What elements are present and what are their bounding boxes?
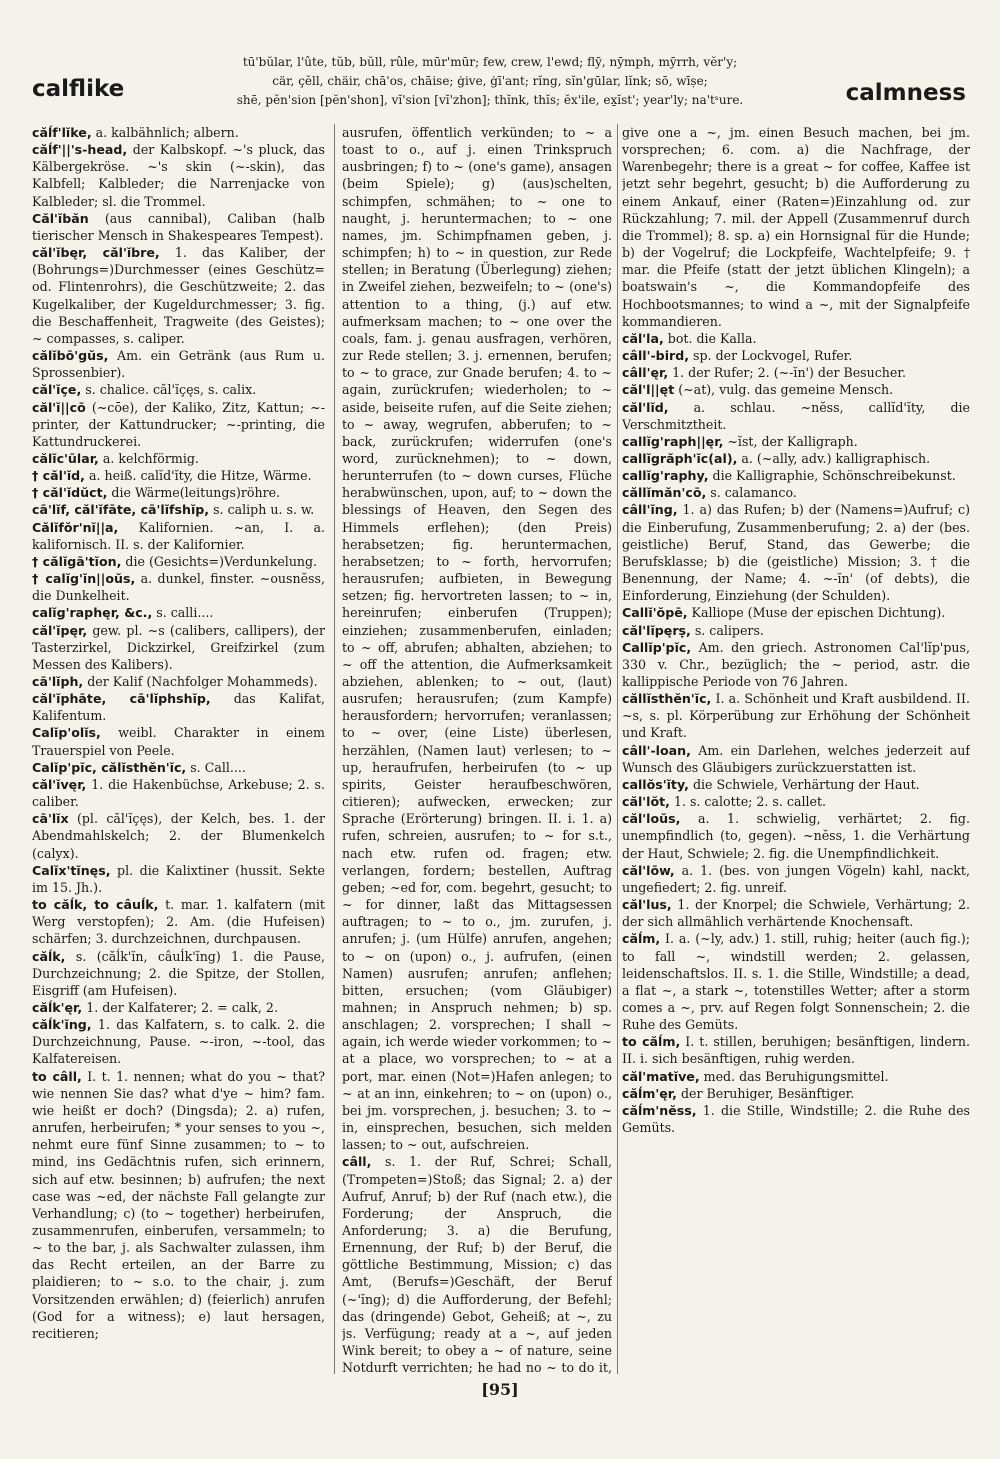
dictionary-entry [32,862,325,896]
dictionary-entry [32,501,325,518]
entry-definition: pl. die Kalixtiner (hussit. Sekte im 15. Jh.). [32,862,325,895]
dictionary-entry [32,484,325,501]
entry-headword: to căĺk, to câuĺk, [32,897,159,913]
entry-definition: 1. die Hakenbüchse, Arkebuse; 2. s. caliber. [32,776,325,810]
dictionary-entry [622,776,970,793]
entry-headword: callĭgrăph'ĭc(al), [622,450,738,466]
pronunciation-key [190,53,790,110]
dictionary-entry [622,742,970,776]
pronunciation-key-line: shē, pĕn'sion [pĕn'shon], vĭ'sion [vĭ'zhon]; thĭnk, thĭs; ĕx'ile, ex̱ĭst'; year'ly; na'tˢure. [236,93,744,107]
dictionary-entry [622,1068,970,1085]
dictionary-entry [622,810,970,861]
dictionary-entry [32,810,325,861]
dictionary-entry [622,484,970,501]
entry-definition: der Kalbskopf. ~'s pluck, das Kälbergekröse. ~'s skin (~-skin), das Kalbfell; Kalbleder; die Narrenjacke von Kalbleder; sl. die Trommel. [32,142,325,209]
dictionary-entry [622,604,970,621]
entry-headword: câll'-loan, [622,742,691,758]
entry-definition: ~ĭst, der Kalligraph. [723,433,858,449]
dictionary-entry [622,381,970,398]
dictionary-entry [32,450,325,467]
dictionary-entry [32,519,325,553]
entry-definition: I. t. 1. nennen; what do you ~ that? wie nennen Sie das? what d'ye ~ him? fam. wie heißt er doch? (Dingsda); 2. a) rufen, anrufen, herbeirufen; * your senses to you ~, nehmt eure fünf Sinne zusammen; to ~ to mind, ins Gedächtnis rufen, sich erinnern, sich auf etw. besinnen; b) aufrufen; the next case was ~ed, der nächste Fall gelangte zur Verhandlung; c) (to ~ together) herbeirufen, zusammenrufen, einberufen, versammeln; to ~ to the bar, j. als Sachwalter zulassen, ihm das Recht erteilen, an der Barre zu plaidieren; to ~ s.o. to the chair, j. zum Vorsitzenden erwählen; d) (feierlich) anrufen (God for a witness); e) laut hersagen, recitieren; [32,1068,325,1341]
entry-headword: Callĭp'pĭc, [622,639,692,655]
dictionary-entry [32,604,325,621]
dictionary-entry [622,364,970,381]
dictionary-entry [32,724,325,758]
entry-definition: sp. der Lockvogel, Rufer. [689,348,853,364]
entry-definition: I. t. stillen, beruhigen; besänftigen, lindern. II. i. sich besänftigen, ruhig werden. [622,1034,970,1067]
entry-headword: câll'-bird, [622,348,690,364]
entry-headword: căl'lŏt, [622,794,670,810]
entry-headword: căl'ĭ||cō [32,399,86,415]
entry-definition: (~cōe), der Kaliko, Zitz, Kattun; ~-printer, der Kattundrucker; ~-printing, die Kattundruckerei. [32,399,325,449]
entry-headword: callĭg'raph||ęr, [622,433,724,449]
entry-headword: † călĭgā'tĭon, [32,553,122,569]
entry-headword: câll'ĭng, [622,502,678,518]
entry-definition: s. calli.... [152,605,214,621]
entry-definition: a. kalbähnlich; albern. [91,125,239,140]
dictionary-entry [32,1016,325,1067]
dictionary-entry [622,622,970,639]
entry-definition: Am. ein Getränk (aus Rum u. Sprossenbier). [32,348,325,381]
entry-headword: căĺm'ęr, [622,1085,677,1101]
entry-definition: Kalifornien. ~an, I. a. kalifornisch. II. s. der Kalifornier. [32,519,325,552]
dictionary-entry [622,1033,970,1067]
page-number: [95] [481,1380,519,1399]
entry-headword: căl'matĭve, [622,1068,700,1084]
dictionary-entry [32,1068,325,1343]
pronunciation-key-line: cär, çĕll, chäir, chā'os, chāise; ġive, ġī'ant; rĭng, sĭn'gūlar, lĭnk; sō, wīṣe; [272,74,708,88]
dictionary-entry [622,399,970,433]
dictionary-entry [622,896,970,930]
dictionary-entry [32,141,325,210]
entry-definition: give one a ~, jm. einen Besuch machen, bei jm. vorsprechen; 6. com. a) die Nachfrage, der Warenbegehr; there is a great ~ for coffee, Kaffee ist jetzt sehr begehrt, gesucht; b) die Aufforderung zu einem Ankauf, einer (Raten=)Einzahlung od. zur Rückzahlung; 7. mil. der Appell (Zusammenruf durch die Trommel); 8. sp. a) ein Hornsignal für die Hunde; b) der Vogelruf; die Lockpfeife, Wachtelpfeife; 9. † mar. die Pfeife (statt der jetzt üblichen Klingeln); a boatswain's ~, die Kommandopfeife des Hochbootsmannes; to wind a ~, mit der Signalpfeife kommandieren. [622,125,970,329]
entry-headword: căllĭmăn'cō, [622,485,707,501]
entry-definition: I. a. Schönheit und Kraft ausbildend. II. ~s, s. pl. Körperübung zur Erhöhung der Schönheit und Kraft. [622,691,970,741]
entry-headword: călĭbō'gŭs, [32,348,109,364]
entry-headword: cā'lĭf, căl'ĭfāte, cā'lĭfshĭp, [32,502,210,518]
entry-definition: I. a. (~ly, adv.) 1. still, ruhig; heiter (auch fig.); to fall ~, windstill werden; 2. gelassen, leidenschaftslos. II. s. 1. die Stille, Windstille; a dead, a flat ~, a stark ~, totenstilles Wetter; after a storm comes a ~, prv. auf Regen folgt Sonnenschein; 2. die Ruhe des Gemüts. [622,931,970,1033]
entry-definition: die Kalligraphie, Schönschreibekunst. [708,468,956,484]
dictionary-entry [622,124,970,330]
entry-headword: căĺf'||'s-head, [32,142,128,158]
entry-headword: căĺm, [622,931,661,947]
entry-headword: căl'ĭvęr, [32,776,87,792]
dictionary-entry [622,690,970,741]
dictionary-entry [622,930,970,1033]
dictionary-entry [622,639,970,690]
left-guide-word: calflike [32,76,125,102]
entry-definition: s. calipers. [690,622,764,638]
dictionary-entry [622,450,970,467]
entry-headword: Callĭ'ŏpē, [622,605,688,621]
entry-headword: Calĭp'pĭc, călĭsthĕn'ĭc, [32,759,187,775]
dictionary-entry [342,1153,612,1379]
entry-definition: a. dunkel, finster. ~ousnĕss, die Dunkelheit. [32,571,325,604]
dictionary-entry [32,776,325,810]
dictionary-entry [622,433,970,450]
entry-headword: Călĭfŏr'nĭ||a, [32,519,119,535]
entry-headword: căl'loŭs, [622,811,681,827]
entry-headword: căl'lĭpęrṣ, [622,622,691,638]
entry-headword: căl'la, [622,330,664,346]
dictionary-entry [32,622,325,673]
dictionary-entry [622,347,970,364]
dictionary-entry [32,673,325,690]
dictionary-entry [32,759,325,776]
dictionary-entry [32,690,325,724]
entry-headword: to căĺm, [622,1034,681,1050]
dictionary-entry [622,862,970,896]
entry-definition: 1. der Knorpel; die Schwiele, Verhärtung; 2. der sich allmählich verhärtende Knochensaft. [622,897,970,930]
column-divider [617,124,618,1374]
entry-definition: (~at), vulg. das gemeine Mensch. [674,382,894,398]
dictionary-entry [32,210,325,244]
entry-headword: căl'ĭçe, [32,382,82,398]
pronunciation-key-line: tū'bŭlar, l'ûte, tŭb, bŭll, rûle, mūr'mūr; few, crew, l'ewd; flȳ, nȳmph, mȳrrh, vĕr'y; [242,55,738,69]
entry-definition: med. das Beruhigungsmittel. [699,1068,889,1084]
entry-definition: die Schwiele, Verhärtung der Haut. [688,776,920,792]
entry-headword: căĺk'ĭng, [32,1017,92,1033]
dictionary-entry [32,399,325,450]
entry-definition: s. Call.... [186,759,246,775]
entry-definition: Kalliope (Muse der epischen Dichtung). [687,605,946,621]
entry-headword: căl'lĭd, [622,399,669,415]
entry-headword: căl'ĭpęr, [32,622,88,638]
entry-headword: căllĭsthĕn'ĭc, [622,691,712,707]
entry-definition: 1. der Rufer; 2. (~-ĭn') der Besucher. [668,365,907,381]
entry-headword: Calĭx'tĭnęs, [32,862,111,878]
entry-definition: s. chalice. căl'ĭçęs, s. calix. [81,382,257,398]
entry-headword: câll'ęr, [622,365,669,381]
entry-definition: das Kalifat, Kalifentum. [32,691,325,724]
entry-definition: a. kelchförmig. [98,450,199,466]
entry-definition: ausrufen, öffentlich verkünden; to ~ a toast to o., auf j. einen Trinkspruch ausbringen; f) to ~ (one's game), ansagen (beim Spiele); g) (aus)schelten, schimpfen, schmähen; to ~ one to naught, j. heruntermachen; to ~ one names, jm. Schimpfnamen geben, j. schimpfen; h) to ~ in question, zur Rede stellen; in Beratung (Überlegung) ziehen; in Zweifel ziehen, bezweifeln; to ~ (one's) attention to a thing, (j.) auf etw. aufmerksam machen; to ~ one over the coals, fam. j. genau ausfragen, verhören, zur Rede stellen; 3. j. ernennen, berufen; to ~ to grace, zur Gnade berufen; 4. to ~ again, zurückrufen; wiederholen; to ~ aside, beiseite rufen, auf die Seite ziehen; to ~ away, wegrufen, abberufen; to ~ back, zurückrufen; widerrufen (one's word, zurücknehmen); to ~ down, herunterrufen (to ~ down curses, Flüche herabwünschen, upon, auf; to ~ down the blessings of Heaven, den Segen des Himmels erflehen); (den Preis) herabsetzen; fig. heruntermachen, herabsetzen; to ~ forth, hervorrufen; herausrufen; aufbieten, in Bewegung setzen; fig. hervortreten lassen; to ~ in, hereinrufen; einberufen (Truppen); einziehen; zusammenberufen, einladen; to ~ off, abrufen; abhalten, abziehen; to ~ off the attention, die Aufmerksamkeit abziehen, ablenken; to ~ out, (laut) ausrufen; herausrufen; (zum Kampfe) herausfordern; hervorrufen; veranlassen; to ~ over, (eine Liste) überlesen, herzählen, (Namen laut) verlesen; to ~ up, heraufrufen, herbeirufen (to ~ up spirits, Geister heraufbeschwören, citieren); aufwecken, erwecken; zur Sprache (Erörterung) bringen. II. i. 1. a) rufen, schreien, ausrufen; to ~ for s.t., nach etw. rufen od. fragen; etw. verlangen, fordern; bestellen, Auftrag geben; ~ed for, com. begehrt, gesucht; to ~ for dinner, laßt das Mittagsessen auftragen; to ~ to o., jm. zurufen, j. anrufen; j. (um Hülfe) anrufen, angehen; to ~ on (upon) o., j. aufrufen, (einen Namen) ausrufen; anrufen; anflehen; bitten, ersuchen; (vom Gläubiger) mahnen; in Anspruch nehmen; b) sp. anschlagen; 2. vorsprechen; I shall ~ again, ich werde wieder vorkommen; to ~ at a place, wo vorsprechen; to ~ at a port, mar. einen (Not=)Hafen anlegen; to ~ at an inn, einkehren; to ~ on (upon) o., bei jm. vorsprechen, j. besuchen; 3. to ~ in, einsprechen, besuchen, sich melden lassen; to ~ out, aufschreien. [342,125,612,1153]
dictionary-entry [32,347,325,381]
entry-headword: căl'l||ęt [622,382,675,398]
entry-definition: gew. pl. ~s (calibers, callipers), der Tasterzirkel, Dickzirkel, Greifzirkel (zum Messen des Kalibers). [32,622,325,672]
column-3 [622,124,970,1379]
entry-definition: 1. das Kalfatern, s. to calk. 2. die Durchzeichnung, Pause. ~-iron, ~-tool, das Kalfatereisen. [32,1017,325,1067]
entry-definition: s. 1. der Ruf, Schrei; Schall, (Trompeten=)Stoß; das Signal; 2. a) der Aufruf, Anruf; b) der Ruf (nach etw.), die Forderung; der Anspruch, die Anforderung; 3. a) die Berufung, Ernennung, der Ruf; b) der Beruf, die göttliche Bestimmung, Mission; c) das Amt, (Berufs=)Geschäft, der Beruf (~'ĭng); d) die Aufforderung, der Befehl; das (dringende) Gebot, Geheiß; at ~, zu js. Verfügung; ready at a ~, auf jeden Wink bereit; to obey a ~ of nature, seine Notdurft verrichten; he had no ~ to do it, [342,1154,612,1376]
dictionary-entry [32,948,325,999]
entry-definition: bot. die Kalla. [663,330,757,346]
entry-headword: călĭc'ūlar, [32,450,99,466]
entry-definition: (pl. căl'ĭçęs), der Kelch, bes. 1. der Abendmahlskelch; 2. der Blumenkelch (calyx). [32,811,325,861]
entry-headword: † căl'ĭd, [32,468,85,484]
entry-definition: (aus cannibal), Caliban (halb tierischer Mensch in Shakespeares Tempest). [32,210,325,243]
entry-definition: a. 1. (bes. von jungen Vögeln) kahl, nackt, ungefiedert; 2. fig. unreif. [622,862,970,895]
entry-headword: Calĭp'olĭs, [32,725,101,741]
dictionary-entry [622,793,970,810]
dictionary-entry [622,330,970,347]
dictionary-entry [32,553,325,570]
entry-headword: callŏs'ĭty, [622,776,689,792]
entry-definition: 1. a) das Rufen; b) der (Namens=)Aufruf; c) die Einberufung, Zusammenberufung; 2. a) der (bes. geistliche) Beruf, Stand, das Gewerbe; die Berufsklasse; b) die (geistliche) Mission; 3. † die Benennung, der Name; 4. ~-ĭn' (of debts), die Einforderung, Einziehung (der Schulden). [622,502,970,604]
entry-headword: cā'lĭph, [32,674,84,689]
entry-headword: callĭg'raphy, [622,468,709,484]
entry-definition: weibl. Charakter in einem Trauerspiel von Peele. [32,725,325,758]
dictionary-entry [32,467,325,484]
entry-headword: to câll, [32,1068,82,1084]
right-guide-word: calmness [845,80,966,106]
entry-definition: die Wärme(leitungs)röhre. [107,485,281,501]
entry-headword: căĺm'nĕss, [622,1102,697,1118]
entry-definition: der Beruhiger, Besänftiger. [676,1085,855,1101]
entry-definition: t. mar. 1. kalfatern (mit Werg verstopfen); 2. Am. (die Hufeisen) schärfen; 3. durchzeichnen, durchpausen. [32,897,325,947]
dictionary-entry [342,124,612,1153]
entry-definition: a. schlau. ~nĕss, callĭd'ĭty, die Verschmitztheit. [622,399,970,432]
column-divider [334,124,335,1374]
entry-headword: † calĭg'ĭn||oŭs, [32,571,136,587]
entry-definition: Am. den griech. Astronomen Cal'lĭp'pus, 330 v. Chr., bezüglich; the ~ period, astr. die kallippische Periode von 76 Jahren. [622,639,970,689]
column-2 [342,124,612,1379]
entry-definition: a. 1. schwielig, verhärtet; 2. fig. unempfindlich (to, gegen). ~nĕss, 1. die Verhärtung der Haut, Schwiele; 2. fig. die Unempfindlichkeit. [622,811,970,861]
entry-definition: 1. der Kalfaterer; 2. = calk, 2. [82,999,278,1015]
entry-definition: 1. s. calotte; 2. s. callet. [669,794,827,810]
dictionary-entry [622,467,970,484]
entry-definition: der Kalif (Nachfolger Mohammeds). [83,674,318,689]
entry-headword: Căl'ĭbăn [32,210,89,226]
entry-headword: căĺk, [32,948,66,964]
entry-definition: s. calamanco. [706,485,797,501]
entry-headword: căl'lōw, [622,862,675,878]
dictionary-entry [32,999,325,1016]
entry-headword: cā'lĭx [32,811,69,827]
entry-headword: căl'lus, [622,897,672,913]
entry-definition: Am. ein Darlehen, welches jederzeit auf Wunsch des Gläubigers zurückzuerstatten ist. [622,742,970,775]
entry-definition: 1. die Stille, Windstille; 2. die Ruhe des Gemüts. [622,1102,970,1136]
dictionary-entry [32,896,325,947]
entry-headword: † căl'ĭdŭct, [32,485,108,501]
dictionary-entry [622,1102,970,1136]
dictionary-entry [32,124,325,141]
entry-headword: căl'ĭbęr, căl'ĭbre, [32,245,160,261]
entry-headword: calĭg'raphęr, &c., [32,605,153,621]
dictionary-entry [32,570,325,604]
entry-headword: căĺf'lĭke, [32,125,92,140]
entry-headword: câll, [342,1154,372,1170]
entry-definition: die (Gesichts=)Verdunkelung. [121,553,318,569]
column-1 [32,124,325,1379]
entry-definition: 1. das Kaliber, der (Bohrungs=)Durchmesser (eines Geschütz= od. Flintenrohrs), die Geschützweite; 2. das Kugelkaliber, der Kugeldurchmesser; 3. fig. die Beschaffenheit, Tragweite (des Geistes); ~ compasses, s. caliper. [32,245,325,346]
entry-definition: s. (căĺk'ĭn, câuĺk'ĭng) 1. die Pause, Durchzeichnung; 2. die Spitze, der Stollen, Eisgriff (am Hufeisen). [32,948,325,998]
dictionary-entry [32,244,325,347]
entry-headword: căĺk'ęr, [32,999,83,1015]
entry-definition: s. caliph u. s. w. [209,502,315,518]
entry-headword: căl'ĭphāte, cā'lĭphshĭp, [32,691,211,707]
dictionary-entry [622,1085,970,1102]
entry-definition: a. (~ally, adv.) kalligraphisch. [737,450,931,466]
dictionary-entry [622,501,970,604]
dictionary-entry [32,381,325,398]
entry-definition: a. heiß. calĭd'ĭty, die Hitze, Wärme. [84,468,312,484]
